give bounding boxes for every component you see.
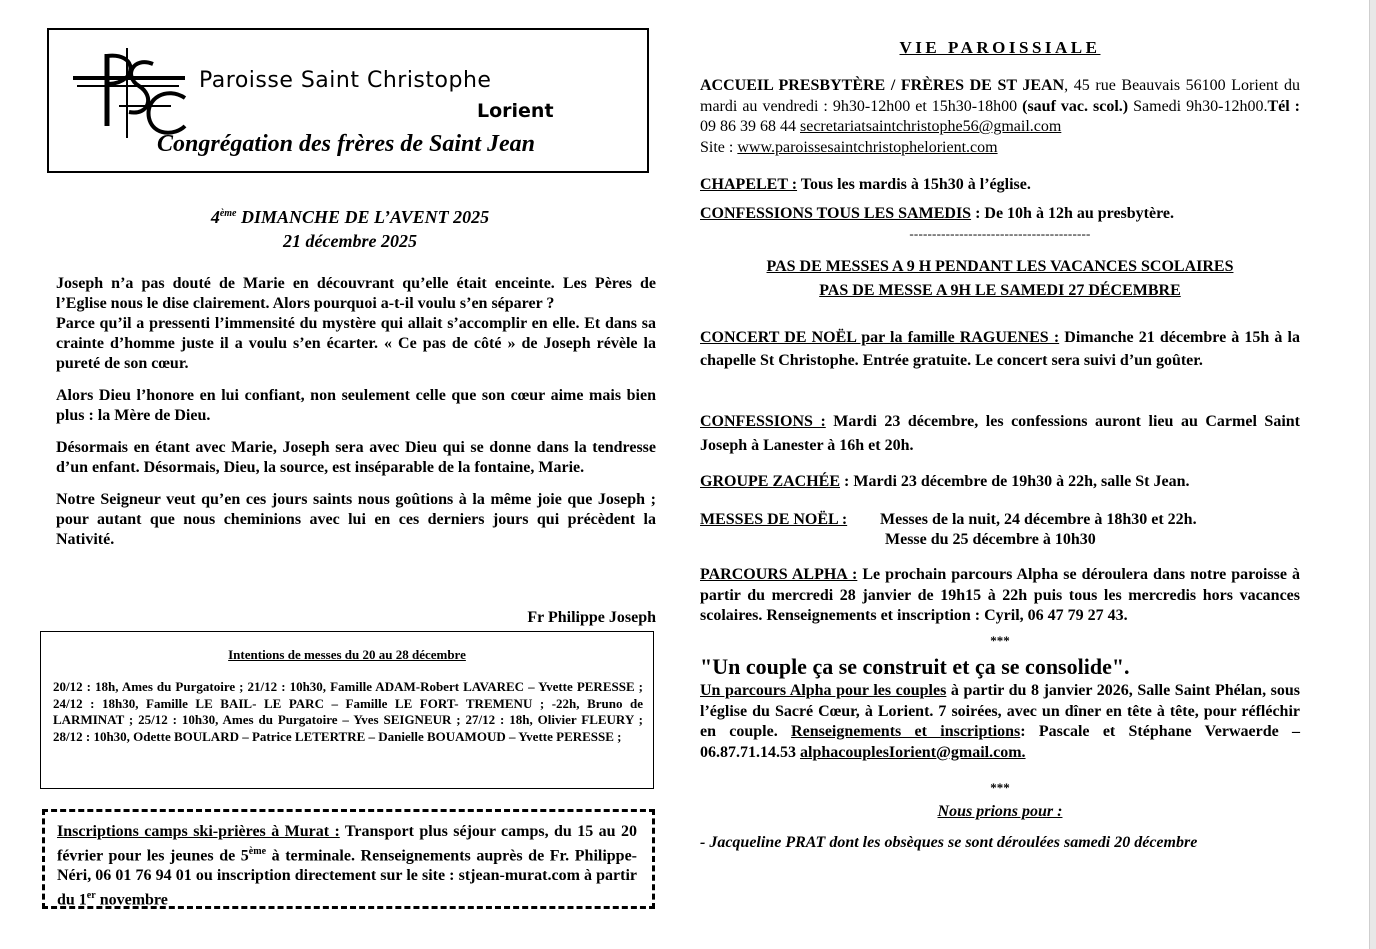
sunday-ordinal-sup: ème [219, 208, 237, 219]
homily-text [56, 274, 656, 562]
no-mass-notice-2: PAS DE MESSE A 9H LE SAMEDI 27 DÉCEMBRE [819, 282, 1181, 299]
prions-item: - Jacqueline PRAT dont les obsèques se sont déroulées samedi 20 décembre [700, 834, 1198, 851]
accueil-label: ACCUEIL PRESBYTÈRE / FRÈRES DE ST JEAN [700, 77, 1065, 94]
sunday-title: DIMANCHE DE L’AVENT 2025 [240, 207, 490, 227]
no-mass-notice-1: PAS DE MESSES A 9 H PENDANT LES VACANCES SCOLAIRES [766, 258, 1234, 275]
parish-city: Lorient [477, 100, 554, 122]
homily-signature: Fr Philippe Joseph [527, 609, 656, 626]
sunday-ordinal: 4 [210, 207, 220, 227]
concert-block: CONCERT DE NOËL par la famille RAGUENES : Dimanche 21 décembre à 15h à la chapelle St Christophe. Entrée gratuite. Le concert sera suivi d’un goûter. [700, 329, 1301, 369]
chapelet-block: CHAPELET : Tous les mardis à 15h30 à l’église. [700, 176, 1031, 193]
prions-title: Nous prions pour : [937, 803, 1063, 820]
homily-paragraph: Notre Seigneur veut qu’en ces jours saints nous goûtions à la même joie que Joseph ; pour autant que nous cheminions avec lui en ces derniers jours qui précèdent la Nativité. [56, 491, 656, 548]
separator-dashes: ---------------------------------------- [909, 226, 1091, 241]
noel-masses-block: MESSES DE NOËL : Messes de la nuit, 24 décembre à 18h30 et 22h. Messe du 25 décembre à 10h30 [700, 511, 1197, 548]
couple-quote: "Un couple ça se construit et ça se consolide". [700, 654, 1130, 679]
stars-separator: *** [990, 633, 1010, 648]
parish-website-link[interactable]: www.paroissesaintchristophelorient.com [737, 138, 998, 156]
page-scroll-edge [1369, 0, 1376, 949]
ski-camps-label: Inscriptions camps ski-prières à Murat : [57, 823, 340, 840]
homily-paragraph: Désormais en étant avec Marie, Joseph sera avec Dieu qui se donne dans la tendresse d’un enfant. Désormais, Dieu, la source, est inséparable de la fontaine, Marie. [56, 439, 656, 476]
congregation-title: Congrégation des frères de Saint Jean [157, 131, 536, 157]
homily-paragraph: Joseph n’a pas douté de Marie en découvrant qu’elle était enceinte. Les Pères de l’Eglise nous le dise clairement. Alors pourquoi a-t-il voulu s’en séparer ? Parce qu’il a pressenti l’immensité du mystère qui allait s’accomplir en elle. Et dans sa crainte d’homme juste il a voulu s’en écarter. « Ce pas de côté » de Joseph révèle la pureté de son cœur. [56, 275, 656, 372]
intentions-title: Intentions de messes du 20 au 28 décembre [228, 647, 466, 662]
parish-header [47, 28, 649, 173]
zachee-block: GROUPE ZACHÉE : Mardi 23 décembre de 19h30 à 22h, salle St Jean. [700, 473, 1190, 490]
stars-separator-2: *** [990, 780, 1010, 795]
intentions-text: 20/12 : 18h, Ames du Purgatoire ; 21/12 : 10h30, Famille ADAM-Robert LAVAREC – Yvette PERESSE ; 24/12 : 18h30, Famille LE BAIL- LE PARC – Famille LE FORT- TREMENU ; -22h, Bruno de LARMINAT ; 25/12 : 10h30, Ames du Purgatoire – Yves SEIGNEUR ; 27/12 : 18h, Olivier FLEURY ; 28/12 : 10h30, Odette BOULARD – Patrice LETERTRE – Danielle BOUAMOUD – Yvette PERESSE ; [53, 679, 643, 744]
confessions-block: CONFESSIONS : Mardi 23 décembre, les confessions auront lieu au Carmel Saint Joseph à Lanester à 16h et 20h. [700, 413, 1300, 454]
alpha-couples-email-link[interactable]: alphacouplesIorient@gmail.com. [800, 743, 1026, 761]
sunday-date: 21 décembre 2025 [283, 231, 417, 251]
confessions-samedi-block: CONFESSIONS TOUS LES SAMEDIS : De 10h à 12h au presbytère. [700, 205, 1175, 222]
parish-name: Paroisse Saint Christophe [199, 68, 492, 93]
mass-intentions-box [40, 631, 654, 789]
alpha-block: PARCOURS ALPHA : Le prochain parcours Alpha se déroulera dans notre paroisse à partir du mercredi 28 janvier de 19h15 à 22h puis tous les mercredis hors vacances scolaires. Renseignements et inscription : Cyril, 06 47 79 27 43. [700, 566, 1301, 624]
alpha-couples-block: Un parcours Alpha pour les couples à partir du 8 janvier 2026, Salle Saint Phélan, sous l’église du Sacré Cœur, à Lorient. 7 soirées, avec un dîner en tête à tête, pour réfléchir en couple. Renseignements et inscriptions: Pascale et Stéphane Verwaerde – 06.87.71.14.53 alphacouplesIorient@gmail.com. [700, 682, 1300, 761]
accueil-block: ACCUEIL PRESBYTÈRE / FRÈRES DE ST JEAN, 45 rue Beauvais 56100 Lorient du mardi au vendredi : 9h30-12h00 et 15h30-18h00 (sauf vac. scol.) Samedi 9h30-12h00.Tél : 09 86 39 68 44 secretariatsaintchristophe56@gmail.com Site : www.paroissesaintchristophelorient.com [700, 77, 1301, 156]
secretariat-email-link[interactable]: secretariatsaintchristophe56@gmail.com [800, 118, 1062, 135]
ski-camps-box [42, 809, 655, 909]
homily-paragraph: Alors Dieu l’honore en lui confiant, non seulement celle que son cœur aime mais bien plus : la Mère de Dieu. [56, 387, 656, 424]
ski-camps-text: Inscriptions camps ski-prières à Murat : Transport plus séjour camps, du 15 au 20 février pour les jeunes de 5ème à terminale. Renseignements auprès de Fr. Philippe-Néri, 06 01 76 94 01 ou inscription directement sur le site : stjean-murat.com à partir du 1er novembre [57, 823, 637, 909]
sunday-heading [60, 202, 640, 253]
vie-paroissiale-title: VIE PAROISSIALE [899, 38, 1101, 57]
parish-logo-icon [67, 46, 192, 141]
